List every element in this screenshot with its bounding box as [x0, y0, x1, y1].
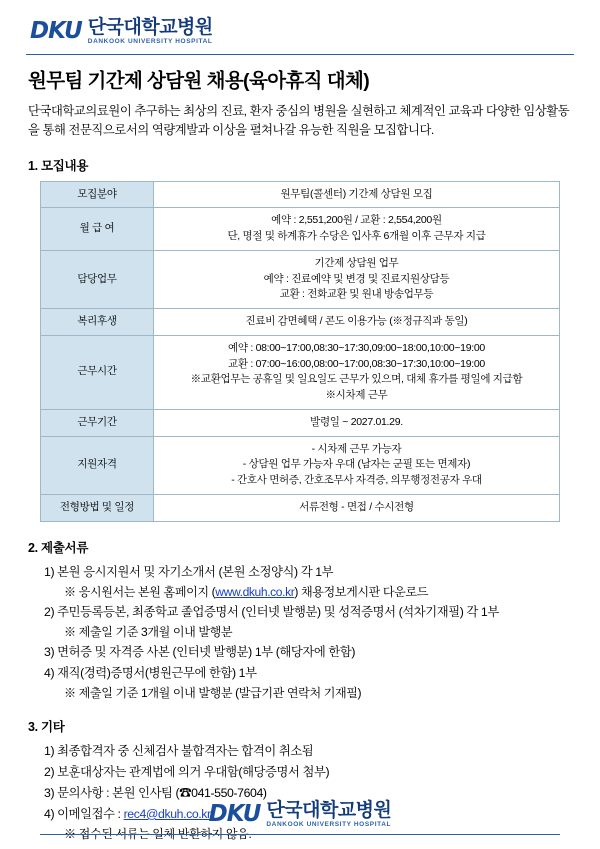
list-item [44, 763, 574, 783]
row-label: 월 급 여 [41, 208, 154, 251]
recruit-info-table [40, 181, 560, 522]
list-item-text: 4) 재직(경력)증명서(병원근무에 한함) 1부 [44, 666, 257, 680]
row-value [154, 436, 560, 494]
hospital-name-en: DANKOOK UNIVERSITY HOSPITAL [87, 38, 213, 45]
value-line: ※교환업무는 공휴일 및 일요일도 근무가 있으며, 대체 휴가를 평일에 지급함 [190, 373, 523, 386]
value-line: 원무팀(콜센터) 기간제 상담원 모집 [280, 187, 433, 200]
value-line: ※시차제 근무 [325, 389, 388, 402]
section-heading-documents: 2. 제출서류 [28, 540, 89, 555]
section-heading-etc: 3. 기타 [28, 720, 65, 735]
row-label: 모집분야 [41, 181, 154, 208]
header-divider [26, 54, 574, 55]
homepage-link[interactable]: www.dkuh.co.kr [215, 584, 295, 599]
table-row [41, 335, 560, 409]
value-line: - 간호사 면허증, 간호조무사 자격증, 의무행정전공자 우대 [231, 474, 482, 487]
list-item-note: ※ 제출일 기준 3개월 이내 발행분 [64, 624, 233, 639]
value-line: - 상담원 업무 가능자 우대 (남자는 군필 또는 면제자) [242, 458, 471, 471]
note-suffix: ) 채용정보게시판 다운로드 [294, 584, 429, 599]
value-line: - 시차제 근무 가능자 [311, 442, 402, 455]
documents-list [26, 563, 574, 704]
list-item-text: 1) 본원 응시지원서 및 자기소개서 (본원 소정양식) 각 1부 [44, 564, 334, 579]
section-heading-recruit: 1. 모집내용 [28, 158, 89, 173]
row-label: 담당업무 [41, 250, 154, 308]
row-value [154, 208, 560, 251]
row-label: 근무기간 [41, 409, 154, 436]
dku-logo-icon: DKU [30, 18, 82, 45]
row-label: 지원자격 [41, 436, 154, 494]
row-value [154, 409, 560, 436]
value-line: 예약 : 진료예약 및 변경 및 진료지원상담등 [263, 272, 450, 285]
list-item-note [44, 583, 574, 602]
list-item-text: 3) 면허증 및 자격증 사본 (인터넷 발행분) 1부 (해당자에 한함) [44, 645, 356, 660]
note-prefix: ※ 응시원서는 본원 홈페이지 ( [64, 584, 216, 599]
row-label: 복리후생 [41, 309, 154, 336]
value-line: 서류전형 - 면접 / 수시전형 [299, 500, 414, 513]
list-item-text: 4) 이메일접수 : [44, 806, 124, 821]
row-value [154, 494, 560, 521]
list-item-text: 3) 문의사항 : 본원 인사팀 (☎041-550-7604) [44, 786, 267, 801]
value-line: 발령일 ~ 2027.01.29. [310, 415, 403, 428]
value-line: 교환 : 07:00~16:00,08:00~17:00,08:30~17:30,10:00~19:00 [228, 357, 485, 370]
list-item-note: ※ 제출일 기준 1개월 이내 발행분 (발급기관 연락처 기재필) [64, 685, 362, 700]
footer-logo-text [266, 801, 391, 829]
intro-paragraph: 단국대학교의료원이 추구하는 최상의 진료, 환자 중심의 병원을 실현하고 체계적인 교육과 다양한 임상활동을 통해 전문직으로서의 역량계발과 이상을 펼쳐나갈 유능한 직원을 모집합니다. [28, 103, 570, 137]
row-value [154, 335, 560, 409]
list-item [44, 664, 574, 703]
dku-logo-icon: DKU [208, 800, 261, 827]
header-logo-text [88, 18, 213, 46]
header-logo [26, 18, 574, 46]
hospital-name-en: DANKOOK UNIVERSITY HOSPITAL [266, 820, 392, 828]
list-item-note: ※ 접수된 서류는 일체 반환하지 않음. [64, 826, 252, 841]
value-line: 단, 명절 및 하계휴가 수당은 입사후 6개월 이후 근무자 지급 [227, 230, 486, 243]
row-label: 근무시간 [41, 335, 154, 409]
table-row [41, 309, 560, 336]
footer-logo [0, 801, 600, 829]
list-item [44, 563, 574, 602]
value-line: 기간제 상담원 업무 [314, 256, 399, 269]
row-value [154, 250, 560, 308]
row-value [154, 309, 560, 336]
hospital-name-ko: 단국대학교병원 [87, 17, 213, 38]
value-line: 예약 : 08:00~17:00,08:30~17:30,09:00~18:00,10:00~19:00 [228, 341, 485, 354]
email-link[interactable]: rec4@dkuh.co.kr [123, 806, 211, 821]
table-row [41, 181, 560, 208]
page-title: 원무팀 기간제 상담원 채용(육아휴직 대체) [28, 69, 370, 92]
footer-divider [40, 834, 560, 835]
row-value [154, 181, 560, 208]
hospital-name-ko: 단국대학교병원 [266, 799, 392, 821]
table-row [41, 208, 560, 251]
value-line: 예약 : 2,551,200원 / 교환 : 2,554,200원 [271, 214, 442, 227]
list-item-text: 2) 주민등록등본, 최종학교 졸업증명서 (인터넷 발행분) 및 성적증명서 (석차기재필) 각 1부 [44, 604, 499, 619]
value-line: 진료비 감면혜택 / 콘도 이용가능 (※정규직과 동일) [245, 315, 468, 328]
list-item-text: 1) 최종합격자 중 신체검사 불합격자는 합격이 취소됨 [44, 744, 314, 759]
footer [0, 801, 600, 836]
table-row [41, 436, 560, 494]
table-row [41, 494, 560, 521]
table-row [41, 250, 560, 308]
list-item-text: 2) 보훈대상자는 관계법에 의거 우대함(해당증명서 첨부) [44, 765, 330, 780]
list-item [44, 742, 574, 762]
value-line: 교환 : 전화교환 및 원내 방송업무등 [279, 288, 434, 301]
row-label: 전형방법 및 일정 [41, 494, 154, 521]
list-item [44, 643, 574, 663]
table-row [41, 409, 560, 436]
list-item [44, 603, 574, 642]
